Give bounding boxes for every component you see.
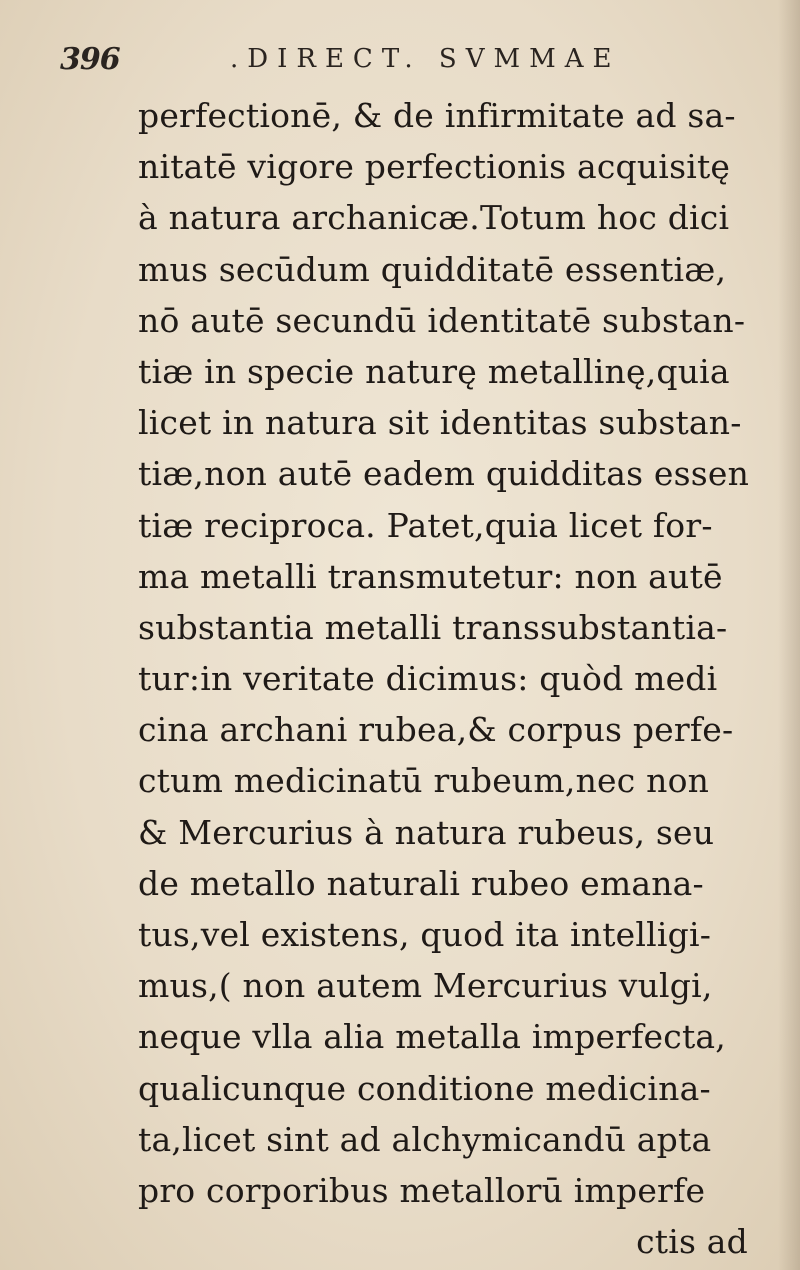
page-edge-shadow — [778, 0, 800, 1270]
text-line: nitatē vigore perfectionis acquisitę — [138, 147, 731, 187]
text-line: mus,( non autem Mercurius vulgi, — [138, 966, 713, 1006]
body-text — [138, 90, 778, 1267]
text-line: tiæ reciproca. Patet,quia licet for- — [138, 505, 713, 545]
text-line: à natura archanicæ.Totum hoc dici — [138, 198, 730, 238]
text-line: pro corporibus metallorū imperfe — [138, 1170, 706, 1210]
running-head: .DIRECT. SVMMAE — [230, 44, 621, 74]
text-line: mus secūdum quidditatē essentiæ, — [138, 249, 727, 289]
text-line: ta,licet sint ad alchymicandū apta — [138, 1119, 712, 1159]
text-line: nō autē secundū identitatē substan- — [138, 300, 746, 340]
catchword-line: ctis ad — [636, 1222, 748, 1262]
page-header — [60, 40, 760, 90]
text-line: ctum medicinatū rubeum,nec non — [138, 761, 710, 801]
text-line: perfectionē, & de infirmitate ad sa- — [138, 96, 736, 135]
text-line: qualicunque conditione medicina- — [138, 1068, 711, 1108]
text-line: licet in natura sit identitas substan- — [138, 403, 742, 443]
text-line: & Mercurius à natura rubeus, seu — [138, 812, 715, 852]
text-line: de metallo naturali rubeo emana- — [138, 863, 704, 903]
text-line: ma metalli transmutetur: non autē — [138, 556, 723, 596]
text-line: neque vlla alia metalla imperfecta, — [138, 1017, 726, 1057]
text-line: cina archani rubea,& corpus perfe- — [138, 710, 734, 750]
text-line: tiæ in specie naturę metallinę,quia — [138, 351, 730, 391]
text-line: tur:in veritate dicimus: quòd medi — [138, 659, 718, 699]
text-line: tiæ,non autē eadem quidditas essen — [138, 454, 750, 494]
page-number: 396 — [60, 42, 120, 77]
text-line: tus,vel existens, quod ita intelligi- — [138, 915, 712, 954]
text-line: substantia metalli transsubstantia- — [138, 607, 728, 647]
